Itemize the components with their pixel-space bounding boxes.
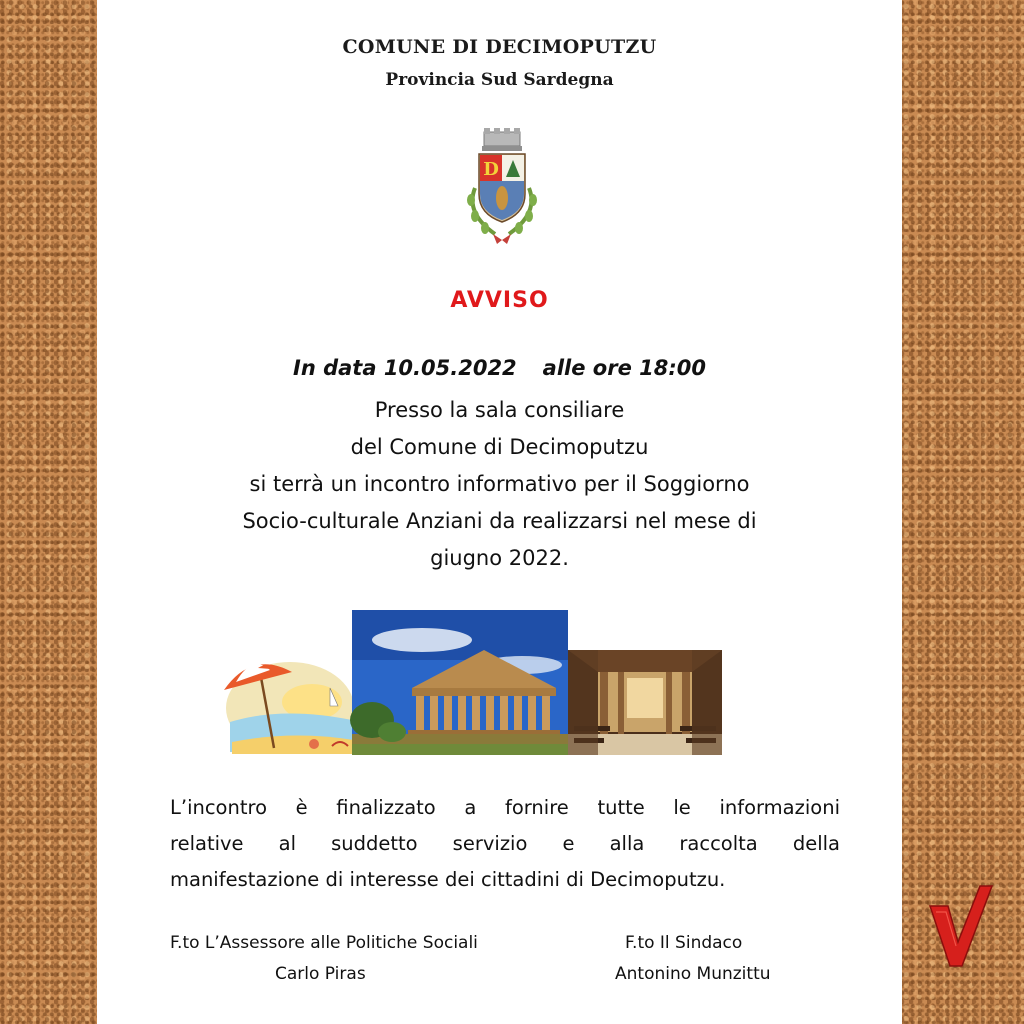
church-interior-photo: [568, 650, 722, 755]
signature-name: Carlo Piras: [275, 964, 366, 984]
paragraph-line: manifestazione di interesse dei cittadini di Decimoputzu.: [170, 868, 726, 891]
signature-assessore: [170, 928, 580, 990]
notice-body: [97, 392, 902, 577]
meeting-time: alle ore 18:00: [542, 356, 706, 380]
notice-title: AVVISO: [450, 288, 549, 313]
paragraph-line: L’incontro è finalizzato a fornire tutte le informazioni: [170, 796, 840, 819]
signature-sindaco: [597, 928, 857, 990]
meeting-date-time: [97, 356, 902, 380]
greek-temple-photo: [350, 610, 568, 755]
body-line: Socio-culturale Anziani da realizzarsi nel mese di: [242, 509, 757, 533]
signature-role: F.to Il Sindaco: [625, 933, 743, 953]
signature-name: Antonino Munzittu: [615, 964, 771, 984]
provincia-heading: Provincia Sud Sardegna: [385, 70, 614, 90]
signature-role: F.to L’Assessore alle Politiche Sociali: [170, 933, 478, 953]
body-line: del Comune di Decimoputzu: [350, 435, 649, 459]
meeting-date: In data 10.05.2022: [293, 356, 517, 380]
beach-umbrella-illustration: [224, 662, 354, 754]
paragraph-line: relative al suddetto servizio e alla raccolta della: [170, 832, 840, 855]
svg-text:D: D: [483, 159, 499, 180]
notice-sheet: [97, 0, 902, 1024]
v-logo-icon: [928, 884, 994, 968]
body-line: Presso la sala consiliare: [374, 398, 625, 422]
body-line: si terrà un incontro informativo per il Soggiorno: [249, 472, 750, 496]
info-paragraph: [170, 790, 840, 898]
municipal-crest-icon: [457, 128, 547, 246]
comune-heading: COMUNE DI DECIMOPUTZU: [342, 36, 657, 58]
body-line: giugno 2022.: [430, 546, 569, 570]
illustration-strip: [222, 610, 722, 755]
